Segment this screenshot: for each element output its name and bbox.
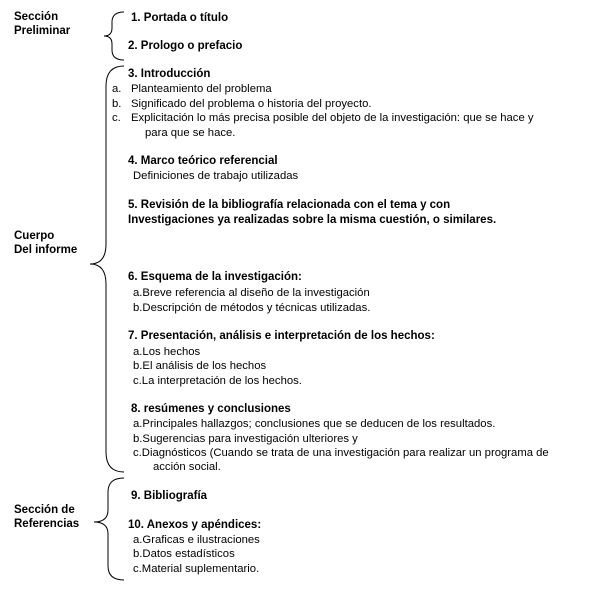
entry-prologo: 2. Prologo o prefacio [128, 40, 243, 52]
entry-marco-heading: 4. Marco teórico referencial [128, 155, 278, 167]
esquema-item: a.Breve referencia al diseño de la investigación [133, 287, 370, 299]
presentacion-item: a.Los hechos [133, 346, 201, 358]
resumenes-item: acción social. [153, 461, 221, 473]
presentacion-item: b.El análisis de los hechos [133, 360, 267, 372]
anexos-item: b.Datos estadísticos [133, 548, 235, 560]
intro-item-text: Significado del problema o historia del proyecto. [131, 98, 372, 110]
brace-cuerpo [90, 66, 124, 472]
section-label-referencias [14, 503, 79, 531]
entry-revision-line2: Investigaciones ya realizadas sobre la misma cuestión, o similares. [128, 214, 497, 226]
entry-bibliografia: 9. Bibliografía [131, 490, 208, 502]
section-label-line: Sección [14, 11, 59, 23]
entry-introduccion-heading: 3. Introducción [128, 68, 211, 80]
entry-esquema-heading: 6. Esquema de la investigación: [128, 271, 302, 283]
intro-item-marker: c. [112, 112, 121, 124]
entry-marco-text: Definiciones de trabajo utilizadas [133, 170, 299, 182]
intro-item-marker: a. [112, 83, 122, 95]
esquema-item: b.Descripción de métodos y técnicas utilizadas. [133, 302, 371, 314]
section-label-preliminar [14, 10, 70, 38]
intro-item-text: para que se hace. [145, 127, 236, 139]
section-label-line: Preliminar [14, 25, 71, 37]
section-label-line: Sección de [14, 504, 75, 516]
intro-item-text: Explicitación lo más precisa posible del objeto de la investigación: que se hace y [131, 112, 534, 124]
brace-preliminar [104, 12, 124, 60]
section-label-line: Referencias [14, 518, 80, 530]
resumenes-item: b.Sugerencias para investigación ulteriores y [133, 433, 358, 445]
presentacion-item: c.La interpretación de los hechos. [133, 375, 302, 387]
entry-portada: 1. Portada o título [131, 12, 229, 24]
brace-referencias [94, 478, 124, 580]
anexos-item: a.Graficas e ilustraciones [133, 534, 260, 546]
intro-item-marker: b. [112, 98, 122, 110]
section-label-cuerpo [14, 229, 77, 257]
resumenes-item: a.Principales hallazgos; conclusiones que se deducen de los resultados. [133, 418, 496, 430]
anexos-item: c.Material suplementario. [133, 563, 260, 575]
section-label-line: Cuerpo [14, 230, 55, 242]
entry-anexos-heading: 10. Anexos y apéndices: [128, 519, 262, 531]
entry-presentacion-heading: 7. Presentación, análisis e interpretación de los hechos: [128, 330, 435, 342]
resumenes-item: c.Diagnósticos (Cuando se trata de una investigación para realizar un programa de [133, 447, 549, 459]
intro-item-text: Planteamiento del problema [131, 83, 272, 95]
entry-resumenes-heading: 8. resúmenes y conclusiones [131, 403, 291, 415]
section-label-line: Del informe [14, 244, 78, 256]
entry-revision-line1: 5. Revisión de la bibliografía relacionada con el tema y con [128, 199, 451, 211]
